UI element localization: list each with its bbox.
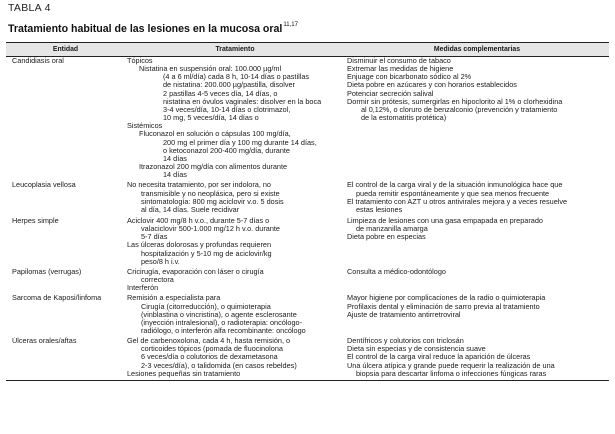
measure-line: al 0,12%, o cloruro de benzalconio (prevención y tratamiento — [361, 104, 558, 114]
treatment-line: (4 a 6 ml/día) cada 8 h, 10-14 días o pastillas — [163, 72, 310, 82]
entity-cell: Úlceras orales/aftas — [6, 337, 125, 380]
measure-line: de la estomatitis protética) — [361, 113, 447, 123]
entity-cell: Sarcoma de Kaposi/linfoma — [12, 294, 102, 303]
measures-cell — [345, 217, 609, 268]
table-row-herpes — [6, 217, 609, 268]
measure-line: Limpieza de lesiones con una gasa empapada en preparado — [347, 216, 543, 225]
table-row-ulceras — [6, 337, 609, 380]
treatment-line: Aciclovir 400 mg/8 h v.o., durante 5-7 días o — [127, 216, 270, 225]
treatment-line: radiólogo, o interferón alfa recombinante: oncólogo — [141, 326, 306, 335]
treatment-line: al día, 14 días. Suele recidivar — [141, 204, 240, 214]
table-header-row — [6, 43, 609, 57]
treatment-line: Fluconazol en solución o cápsulas 100 mg/día, — [139, 129, 291, 139]
treatment-line: sintomatología: 800 mg aciclovir v.o. 5 dosis — [141, 196, 284, 206]
table-title-text: Tratamiento habitual de las lesiones en la mucosa oral — [8, 23, 283, 35]
title-reference: 11,17 — [283, 22, 298, 28]
measure-line: Dieta pobre en especias — [347, 232, 426, 242]
measure-line: Una úlcera atípica y grande puede requerir la realización de una — [347, 360, 555, 370]
entity-cell: Leucoplasia vellosa — [12, 181, 76, 190]
treatment-line: Sistémicos — [127, 121, 163, 131]
column-header-measures: Medidas complementarias — [345, 43, 609, 57]
treatment-line: Interferón — [127, 283, 159, 293]
entity-cell: Papilomas (verrugas) — [12, 267, 82, 276]
table-row-leucoplasia — [6, 181, 609, 217]
measure-line: Disminuir el consumo de tabaco — [347, 56, 451, 65]
measures-cell — [345, 181, 609, 217]
column-header-entity: Entidad — [6, 43, 125, 57]
measure-line: Profilaxis dental y eliminación de sarro previa al tratamiento — [347, 301, 540, 311]
treatment-line: Itrazonazol 200 mg/día con alimentos durante — [139, 162, 288, 172]
treatment-cell — [125, 217, 345, 268]
measure-line: Potenciar secreción salival — [347, 88, 434, 98]
treatment-line: 3-4 veces/día, 10-14 días o clotrimazol, — [163, 104, 291, 114]
measure-line: Extremar las medidas de higiene — [347, 64, 454, 74]
treatment-line: 10 mg, 5 veces/día, 14 días o — [163, 113, 259, 123]
treatment-cell — [125, 294, 345, 337]
measure-line: Mayor higiene por complicaciones de la radio o quimioterapia — [347, 294, 546, 303]
treatment-line: 2 pastillas 4-5 veces día, 14 días, o — [163, 88, 278, 98]
treatment-cell — [125, 337, 345, 380]
measure-line: pueda remitir espontáneamente y que sea menos frecuente — [356, 188, 550, 198]
treatment-line: 5-7 días — [141, 232, 168, 242]
treatment-cell — [125, 181, 345, 217]
measures-cell — [345, 337, 609, 380]
table-title — [8, 23, 298, 35]
treatment-line: (vinblastina o vincristina), o agente esclerosante — [141, 309, 297, 319]
measures-cell — [345, 268, 609, 294]
table-row-papilomas — [6, 268, 609, 294]
treatment-line: peso/8 h i.v. — [141, 256, 180, 266]
treatment-line: Las úlceras dolorosas y profundas requieren — [127, 240, 271, 250]
measures-cell — [345, 57, 609, 182]
treatment-line: transmisible y no neoplásica, pero si existe — [141, 188, 280, 198]
treatment-line: Cricirugía, evaporación con láser o cirugía — [127, 267, 264, 276]
treatment-line: correctora — [141, 275, 174, 285]
treatment-cell — [125, 57, 345, 182]
measure-line: estas lesiones — [356, 204, 403, 214]
treatment-line: Nistatina en suspensión oral: 100.000 µg/ml — [139, 64, 282, 74]
table-row-candidiasis — [6, 57, 609, 182]
treatment-line: valaciclovir 500-1.000 mg/12 h v.o. durante — [141, 224, 280, 234]
measure-line: biopsia para descartar linfoma o infecciones fúngicas raras — [356, 368, 547, 378]
treatment-line: Lesiones pequeñas sin tratamiento — [127, 368, 241, 378]
measure-line: de manzanilla amarga — [356, 224, 428, 234]
measures-cell — [345, 294, 609, 337]
treatment-line: No necesita tratamiento, por ser indolora, no — [127, 181, 271, 190]
treatment-line: o ketoconazol 200-400 mg/día, durante — [163, 145, 290, 155]
measure-line: El control de la carga viral reduce la aparición de úlceras — [347, 352, 531, 362]
treatment-line: Remisión a especialista para — [127, 294, 221, 303]
treatment-line: 14 días — [163, 153, 187, 163]
treatment-line: 6 veces/día o colutorios de dexametasona — [141, 352, 278, 362]
measure-line: Ajuste de tratamiento antirretroviral — [347, 309, 461, 319]
measure-line: Enjuage con bicarbonato sódico al 2% — [347, 72, 472, 82]
treatment-line: de nistatina: 200.000 µg/pastilla, disolver — [163, 80, 295, 90]
treatment-table — [6, 42, 609, 381]
treatment-line: nistatina en óvulos vaginales: disolver en la boca — [163, 96, 322, 106]
treatment-line: (inyección intralesional), o radioterapia: oncólogo- — [141, 317, 303, 327]
table-label: TABLA 4 — [8, 2, 51, 14]
treatment-line: 200 mg el primer día y 100 mg durante 14 días, — [163, 137, 317, 147]
treatment-line: corticoides tópicos (pomada de fluocinolona — [141, 344, 283, 354]
treatment-cell — [125, 268, 345, 294]
measure-line: El control de la carga viral y de la situación inmunológica hace que — [347, 181, 563, 190]
treatment-line: Tópicos — [127, 56, 153, 65]
measure-line: Consulta a médico-odontólogo — [347, 267, 446, 276]
measure-line: El tratamiento con AZT u otros antivirales mejora y a veces resuelve — [347, 196, 568, 206]
treatment-line: hospitalización y 5-10 mg de aciclovir/kg — [141, 248, 272, 258]
measure-line: Dormir sin prótesis, sumergirlas en hipoclorito al 1% o clorhexidina — [347, 96, 563, 106]
measure-line: Dentífricos y colutorios con triclosán — [347, 337, 464, 346]
treatment-line: 2-3 veces/día), o talidomida (en casos rebeldes) — [141, 360, 297, 370]
treatment-line: Gel de carbenoxolona, cada 4 h, hasta remisión, o — [127, 337, 291, 346]
measure-line: Dieta pobre en azúcares y con horarios establecidos — [347, 80, 517, 90]
measure-line: Dieta sin especias y de consistencia suave — [347, 344, 486, 354]
treatment-line: 14 días — [163, 170, 187, 180]
entity-cell: Candidiasis oral — [12, 56, 64, 65]
treatment-line: Cirugía (citorreducción), o quimioterapia — [141, 301, 271, 311]
column-header-treatment: Tratamiento — [125, 43, 345, 57]
entity-cell: Herpes simple — [12, 216, 59, 225]
table-row-kaposi — [6, 294, 609, 337]
